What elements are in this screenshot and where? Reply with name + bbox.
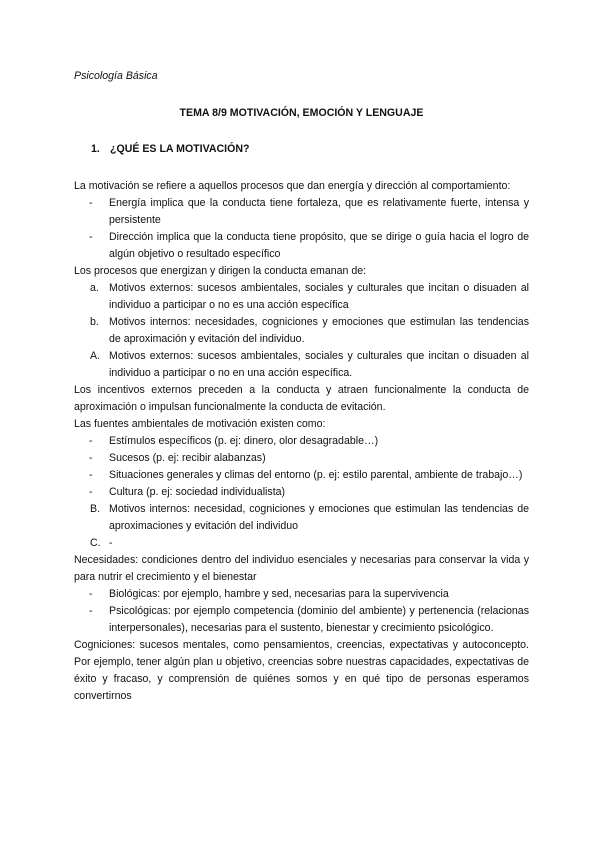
list-item [74,280,529,314]
list-item-text: Sucesos (p. ej: recibir alabanzas) [109,452,266,464]
list-item [74,229,529,263]
document-page [74,68,529,705]
list-item [74,484,529,501]
list-item [74,195,529,229]
list-item-text: Cultura (p. ej: sociedad individualista) [109,486,286,498]
list-item [74,467,529,484]
list-marker: - [89,231,93,243]
list-item-text: Motivos externos: sucesos ambientales, sociales y culturales que incitan o disuaden al individuo a participar o no es una acción específica [109,282,529,311]
list-marker: - [89,486,93,498]
section-title: ¿QUÉ ES LA MOTIVACIÓN? [110,143,250,155]
internal-list [74,501,529,552]
subject-label: Psicología Básica [74,70,158,82]
needs-paragraph: Necesidades: condiciones dentro del individuo esenciales y necesarias para conservar la vida y para nutrir el crecimiento y el bienestar [74,554,529,583]
list-marker: A. [90,350,101,362]
processes-list [74,280,529,348]
list-item [74,603,529,637]
list-marker: - [89,605,93,617]
list-item [74,450,529,467]
list-marker: - [89,435,93,447]
cognitions-paragraph: Cogniciones: sucesos mentales, como pensamientos, creencias, expectativas y autoconcepto. Por ejemplo, tener algún plan u objetivo, creencias sobre nuestras capacidades, expectativas de éxito y fracaso, y comprensión de quiénes somos y en qué tipo de personas esperamos convertirnos [74,639,529,702]
list-item-text: Motivos externos: sucesos ambientales, sociales y culturales que incitan o disuaden al individuo a participar o no en una acción específica. [109,350,529,379]
list-marker: - [89,469,93,481]
list-item [74,314,529,348]
incentives-paragraph: Los incentivos externos preceden a la conducta y atraen funcionalmente la conducta de aproximación o impulsan funcionalmente la conducta de evitación. [74,384,529,413]
topic-title: TEMA 8/9 MOTIVACIÓN, EMOCIÓN Y LENGUAJE [179,107,424,119]
list-item-text: Estímulos específicos (p. ej: dinero, olor desagradable…) [109,435,379,447]
section-heading [74,141,529,158]
list-marker: - [89,588,93,600]
list-item [74,348,529,382]
sources-list [74,433,529,501]
list-marker: - [89,197,93,209]
list-marker: - [89,452,93,464]
external-list [74,348,529,382]
needs-list [74,586,529,637]
list-marker: C. [90,537,101,549]
list-item-text: Motivos internos: necesidad, cogniciones y emociones que estimulan las tendencias de aproximaciones y evitación del individuo [109,503,529,532]
list-item [74,586,529,603]
list-item-text: Psicológicas: por ejemplo competencia (dominio del ambiente) y pertenencia (relacionas interpersonales), necesarias para el sustento, bienestar y crecimiento psicológico. [109,605,529,634]
list-item-text: Motivos internos: necesidades, cogniciones y emociones que estimulan las tendencias de aproximación y evitación del individuo. [109,316,529,345]
intro-paragraph: La motivación se refiere a aquellos procesos que dan energía y dirección al comportamiento: [74,180,511,192]
list-marker: a. [90,282,99,294]
processes-paragraph: Los procesos que energizan y dirigen la conducta emanan de: [74,265,367,277]
sources-paragraph: Las fuentes ambientales de motivación existen como: [74,418,326,430]
list-item-text: Dirección implica que la conducta tiene propósito, que se dirige o guía hacia el logro de algún objetivo o resultado específico [109,231,529,260]
intro-list [74,195,529,263]
list-item-text: Biológicas: por ejemplo, hambre y sed, necesarias para la supervivencia [109,588,449,600]
list-item [74,433,529,450]
list-marker: B. [90,503,101,515]
list-item-text: - [109,537,113,549]
list-item-text: Energía implica que la conducta tiene fortaleza, que es relativamente fuerte, intensa y persistente [109,197,529,226]
list-item [74,535,529,552]
list-item-text: Situaciones generales y climas del entorno (p. ej: estilo parental, ambiente de trabajo…) [109,469,523,481]
section-number: 1. [91,143,100,155]
list-marker: b. [90,316,99,328]
list-item [74,501,529,535]
